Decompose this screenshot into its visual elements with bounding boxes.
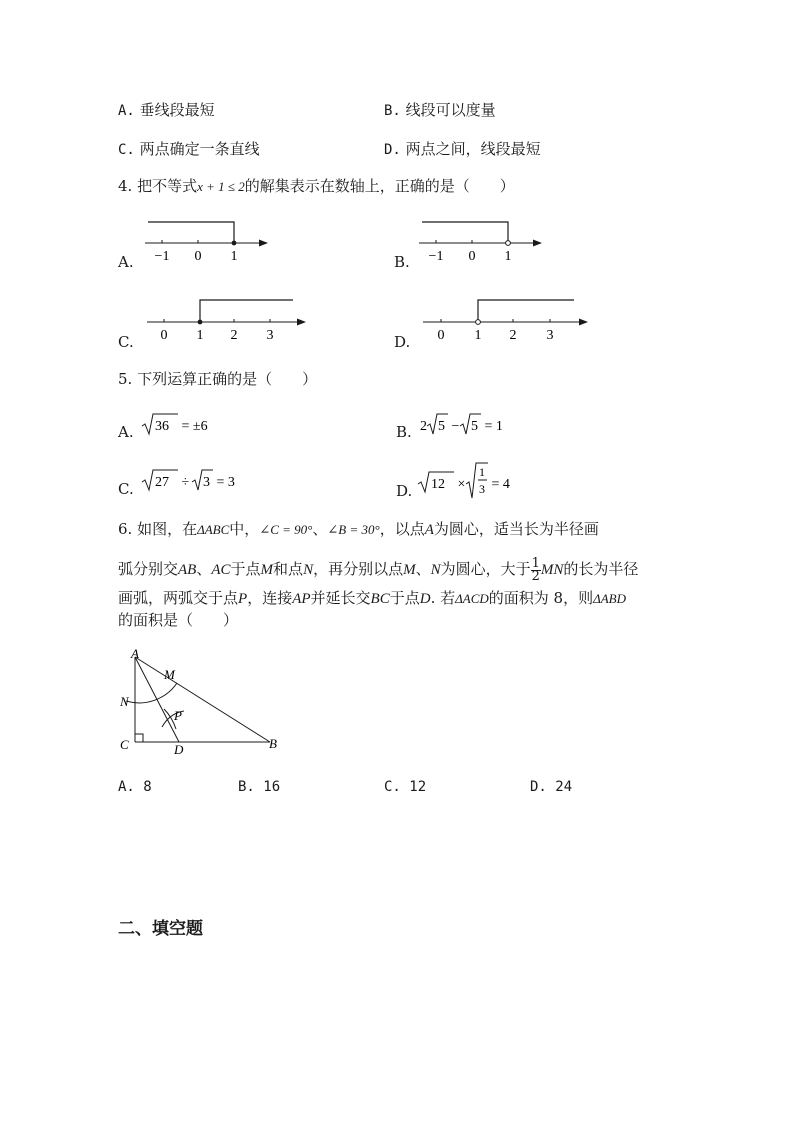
q4-number-line-c [140,292,315,344]
q4c-tick-1: 1 [196,328,204,343]
q5-option-a-letter: A. [118,423,134,441]
svg-text:36: 36 [155,419,169,434]
svg-text:1: 1 [479,465,485,479]
q4d-tick-3: 3 [546,328,554,343]
q4a-tick-0: 0 [194,249,202,264]
label-p: P [174,708,182,723]
q4-option-d-letter: D. [394,333,411,351]
label-c: C [120,737,129,752]
q4a-tick-neg1: −1 [154,249,170,264]
svg-text:= 4: = 4 [488,477,510,492]
q6-option-a: A. 8 [118,779,152,795]
label-m: M [164,667,175,682]
q6-line-2: 弧分别交AB、AC于点M和点N，再分别以点M、N为圆心，大于 $\frac{1}{2}$ MN的长为半径 [118,555,639,584]
label-b: B [269,736,277,751]
label-a: A [131,646,139,661]
label-d: D [174,742,184,757]
svg-text:−: − [448,419,463,434]
q5-option-b-expr [416,410,526,440]
q5-option-a-expr [140,410,230,440]
svg-text:3: 3 [479,482,485,496]
q4b-tick-0: 0 [468,249,476,264]
fraction-one-half: $\frac{1}{2}$ [531,555,540,584]
svg-text:÷: ÷ [178,475,193,490]
q4c-tick-2: 2 [230,328,238,343]
q4-option-a-letter: A. [118,253,134,271]
q4b-tick-1: 1 [504,249,512,264]
q3-option-a: A. 垂线段最短 [118,101,215,119]
q4-option-c-letter: C. [118,333,134,351]
q6-line-1: 6. 如图，在ΔABC中，∠C = 90°、∠B = 30°，以点A为圆心，适当长为半径画 [118,520,599,538]
svg-text:5: 5 [438,419,445,434]
svg-text:2: 2 [420,419,427,434]
svg-text:= 1: = 1 [481,419,503,434]
q5-option-c-expr [140,466,240,496]
q4-number-line-a [140,214,275,266]
q4d-tick-2: 2 [509,328,517,343]
q5-option-c-letter: C. [118,480,134,498]
q5-option-d-letter: D. [396,482,413,500]
svg-text:= 3: = 3 [213,475,235,490]
q3-option-d: D. 两点之间，线段最短 [384,140,541,158]
q4b-tick-neg1: −1 [428,249,444,264]
q4-stem: 4. 把不等式x + 1 ≤ 2的解集表示在数轴上，正确的是（ ） [118,177,515,195]
svg-text:5: 5 [471,419,478,434]
q6-option-d: D. 24 [530,779,573,795]
q6-option-b: B. 16 [238,779,281,795]
q3-option-c: C. 两点确定一条直线 [118,140,260,158]
svg-text:×: × [454,477,469,492]
q6-line-3: 画弧，两弧交于点P，连接AP并延长交BC于点D. 若ΔACD的面积为 8，则ΔABD [118,589,626,607]
q4d-tick-0: 0 [437,328,445,343]
q5-option-d-expr [416,460,526,502]
q4-number-line-b [414,214,549,266]
q4c-tick-0: 0 [160,328,168,343]
section-heading-fill-in: 二、填空题 [118,919,203,939]
q4a-tick-1: 1 [230,249,238,264]
label-n: N [120,694,129,709]
q6-option-c: C. 12 [384,779,427,795]
q4-number-line-d [416,292,596,344]
svg-text:= ±6: = ±6 [178,419,208,434]
q4d-tick-1: 1 [474,328,482,343]
q5-stem: 5. 下列运算正确的是（ ） [118,370,318,388]
q6-triangle-figure [112,645,292,757]
q3-option-b: B. 线段可以度量 [384,101,496,119]
svg-text:27: 27 [155,475,169,490]
q6-line-4: 的面积是（ ） [118,611,239,629]
svg-text:12: 12 [431,477,445,492]
svg-text:3: 3 [203,475,210,490]
q4c-tick-3: 3 [266,328,274,343]
q5-option-b-letter: B. [396,423,412,441]
q4-option-b-letter: B. [394,253,410,271]
